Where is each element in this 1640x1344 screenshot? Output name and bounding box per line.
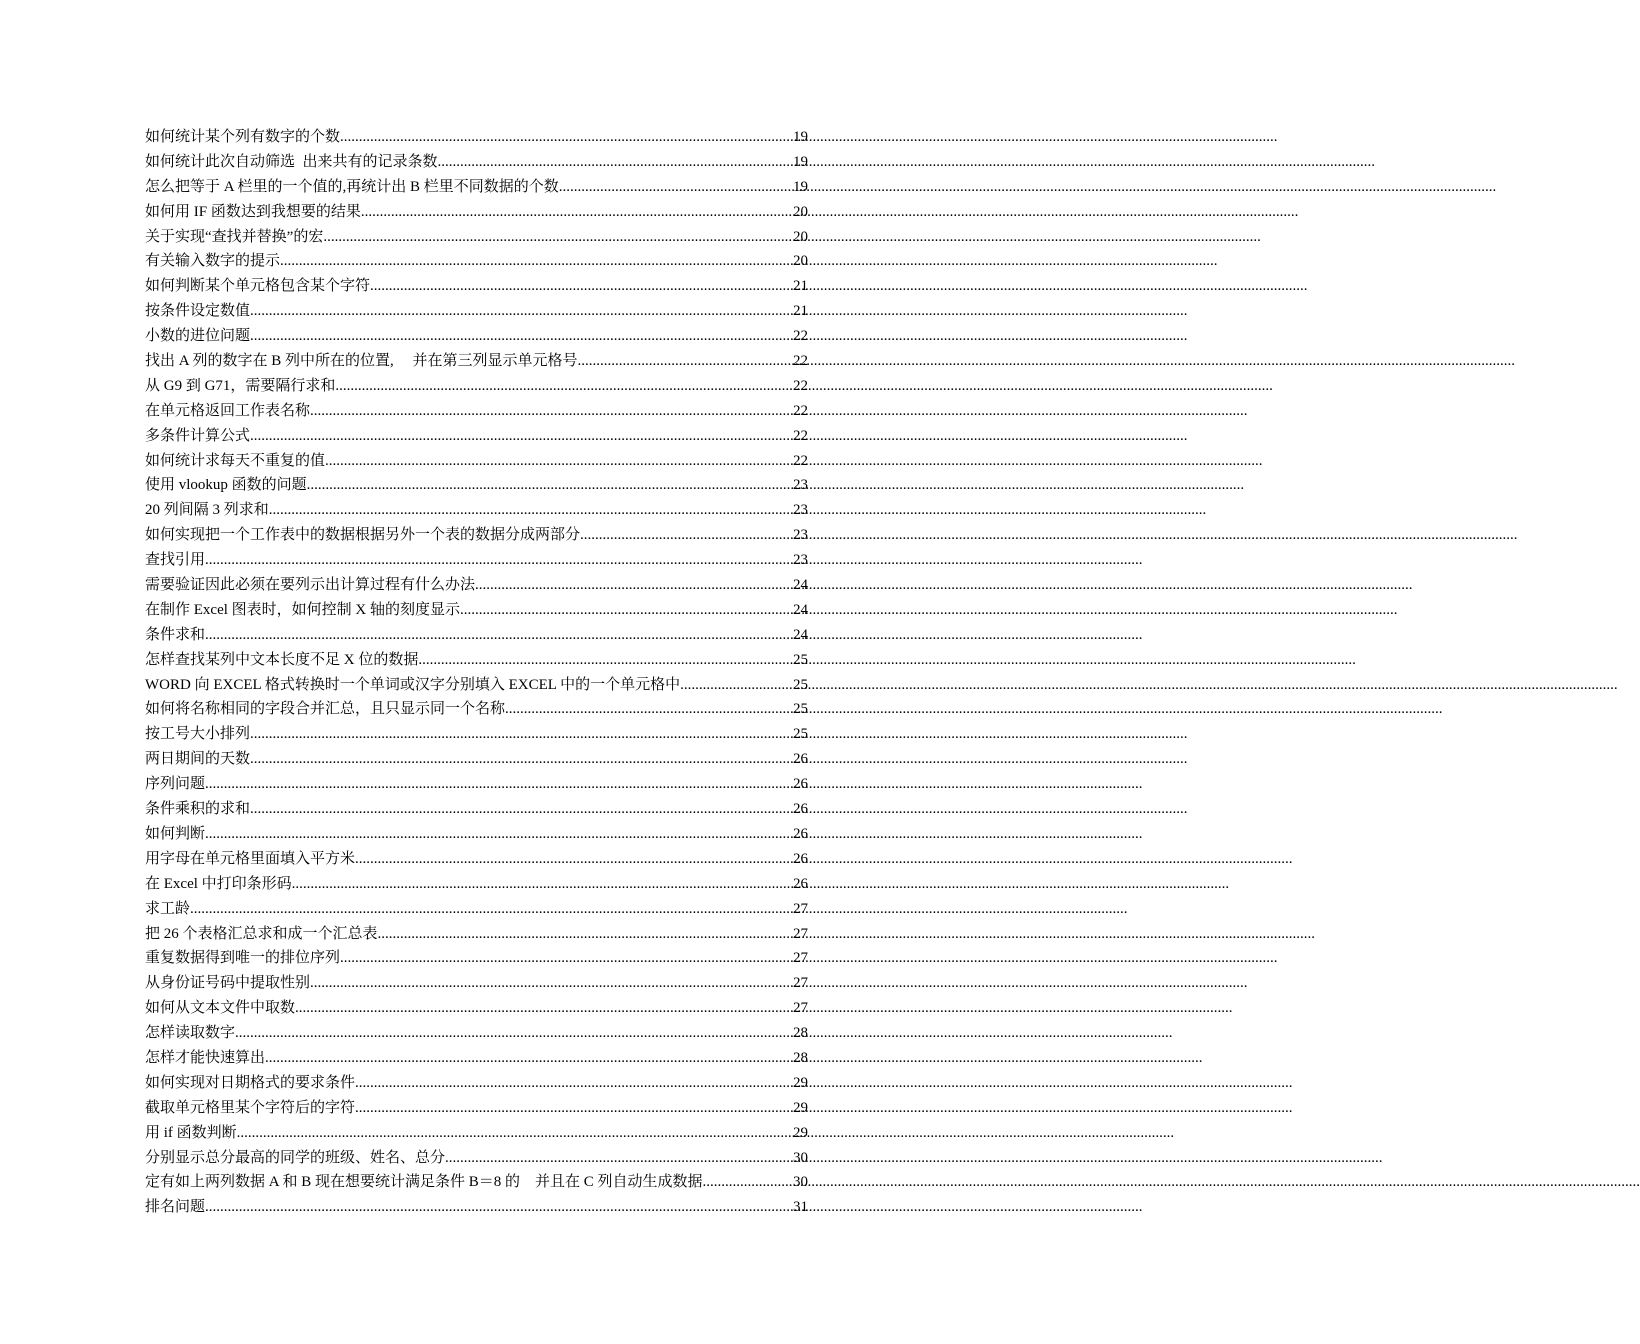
toc-dot-leader <box>323 225 793 250</box>
toc-entry-title: 截取单元格里某个字符后的字符 <box>145 1099 356 1116</box>
toc-dot-leader <box>250 722 793 747</box>
toc-entry[interactable] <box>145 1046 808 1071</box>
toc-entry[interactable] <box>145 598 808 623</box>
toc-dot-leader <box>250 299 793 324</box>
toc-entry[interactable] <box>145 822 808 847</box>
toc-dot-leader <box>237 1121 793 1146</box>
toc-entry-title: 小数的进位问题 <box>145 328 251 345</box>
toc-dot-leader <box>475 573 793 598</box>
toc-entry-page-number: 21 <box>793 278 808 295</box>
toc-entry-page-number: 23 <box>793 477 808 494</box>
toc-dot-leader <box>325 449 793 474</box>
toc-dot-leader <box>235 1021 793 1046</box>
toc-entry-page-number: 24 <box>793 626 808 643</box>
toc-entry-title: 如何统计此次自动筛选 出来共有的记录条数 <box>145 153 438 170</box>
toc-entry-title: 从 G9 到 G71，需要隔行求和 <box>145 377 336 394</box>
toc-entry[interactable] <box>145 747 808 772</box>
toc-entry-page-number: 20 <box>793 203 808 220</box>
toc-dot-leader <box>250 324 793 349</box>
toc-entry-page-number: 29 <box>793 1074 808 1091</box>
toc-entry-title: 条件乘积的求和 <box>145 801 251 818</box>
toc-entry[interactable] <box>145 573 808 598</box>
toc-entry-title: 按工号大小排列 <box>145 726 251 743</box>
toc-entry[interactable] <box>145 349 808 374</box>
toc-entry-title: 序列问题 <box>145 776 206 793</box>
toc-entry-page-number: 27 <box>793 1000 808 1017</box>
toc-entry-title: 重复数据得到唯一的排位序列 <box>145 950 341 967</box>
toc-entry-title: 排名问题 <box>145 1199 206 1216</box>
toc-entry[interactable] <box>145 424 808 449</box>
toc-entry[interactable] <box>145 872 808 897</box>
toc-entry[interactable] <box>145 971 808 996</box>
toc-entry-title: 在制作 Excel 图表时，如何控制 X 轴的刻度显示 <box>145 601 460 618</box>
toc-dot-leader <box>250 747 793 772</box>
toc-entry-title: 关于实现“查找并替换”的宏 <box>145 228 324 245</box>
toc-dot-leader <box>580 523 793 548</box>
toc-entry-title: 有关输入数字的提示 <box>145 253 281 270</box>
toc-entry[interactable] <box>145 150 808 175</box>
toc-entry-title: 把 26 个表格汇总求和成一个汇总表 <box>145 925 378 942</box>
toc-dot-leader <box>250 797 793 822</box>
toc-dot-leader <box>703 1170 793 1195</box>
toc-entry-title: 用字母在单元格里面填入平方米 <box>145 850 356 867</box>
toc-entry-title: 如何将名称相同的字段合并汇总，且只显示同一个名称 <box>145 701 506 718</box>
toc-dot-leader <box>310 399 793 424</box>
toc-entry-page-number: 29 <box>793 1124 808 1141</box>
toc-entry[interactable] <box>145 697 808 722</box>
toc-entry-page-number: 28 <box>793 1049 808 1066</box>
toc-entry-page-number: 26 <box>793 875 808 892</box>
toc-entry-title: 多条件计算公式 <box>145 427 251 444</box>
toc-dot-leader <box>190 897 793 922</box>
toc-dot-leader <box>205 623 793 648</box>
toc-entry-page-number: 25 <box>793 676 808 693</box>
toc-entry-page-number: 22 <box>793 353 808 370</box>
toc-entry[interactable] <box>145 324 808 349</box>
toc-entry-page-number: 30 <box>793 1174 808 1191</box>
toc-dot-leader <box>438 150 793 175</box>
toc-dot-leader <box>205 1195 793 1220</box>
toc-dot-leader <box>445 1146 793 1171</box>
toc-entry[interactable] <box>145 1096 808 1121</box>
toc-entry[interactable] <box>145 399 808 424</box>
toc-entry-page-number: 26 <box>793 751 808 768</box>
toc-dot-leader <box>295 996 793 1021</box>
toc-dot-leader <box>355 1096 793 1121</box>
toc-entry[interactable] <box>145 1121 808 1146</box>
toc-entry-page-number: 22 <box>793 452 808 469</box>
toc-entry-page-number: 26 <box>793 850 808 867</box>
toc-entry-title: 分别显示总分最高的同学的班级、姓名、总分 <box>145 1149 446 1166</box>
toc-entry-title: 如何判断 <box>145 825 206 842</box>
toc-entry-title: 怎么把等于 A 栏里的一个值的,再统计出 B 栏里不同数据的个数 <box>145 178 559 195</box>
toc-entry-page-number: 27 <box>793 925 808 942</box>
toc-entry-title: 如何从文本文件中取数 <box>145 1000 296 1017</box>
table-of-contents <box>145 125 808 1220</box>
toc-dot-leader <box>250 424 793 449</box>
toc-entry[interactable] <box>145 1146 808 1171</box>
toc-entry-page-number: 27 <box>793 950 808 967</box>
toc-entry[interactable] <box>145 249 808 274</box>
toc-entry-page-number: 19 <box>793 129 808 145</box>
toc-dot-leader <box>205 772 793 797</box>
toc-dot-leader <box>335 374 793 399</box>
toc-dot-leader <box>265 1046 793 1071</box>
toc-dot-leader <box>340 125 793 150</box>
toc-dot-leader <box>505 697 793 722</box>
toc-entry-page-number: 24 <box>793 577 808 594</box>
toc-entry-title: 从身份证号码中提取性别 <box>145 975 311 992</box>
toc-entry-page-number: 22 <box>793 328 808 345</box>
toc-dot-leader <box>205 548 793 573</box>
toc-entry-title: 定有如上两列数据 A 和 B 现在想要统计满足条件 B＝8 的 并且在 C 列自动生成数据 <box>145 1174 703 1191</box>
toc-entry[interactable] <box>145 449 808 474</box>
toc-entry-title: 用 if 函数判断 <box>145 1124 237 1141</box>
toc-entry[interactable] <box>145 498 808 523</box>
toc-entry-page-number: 27 <box>793 975 808 992</box>
toc-dot-leader <box>559 175 793 200</box>
toc-entry-title: 求工龄 <box>145 900 191 917</box>
toc-entry[interactable] <box>145 648 808 673</box>
toc-entry[interactable] <box>145 473 808 498</box>
toc-entry-title: 如何实现把一个工作表中的数据根据另外一个表的数据分成两部分 <box>145 527 581 544</box>
toc-entry-page-number: 19 <box>793 178 808 195</box>
toc-entry[interactable] <box>145 946 808 971</box>
toc-entry-title: 查找引用 <box>145 552 206 569</box>
toc-entry[interactable] <box>145 125 808 150</box>
toc-dot-leader <box>307 473 793 498</box>
toc-entry[interactable] <box>145 897 808 922</box>
toc-entry[interactable] <box>145 673 808 698</box>
toc-entry-title: 在 Excel 中打印条形码 <box>145 875 292 892</box>
toc-entry[interactable] <box>145 996 808 1021</box>
toc-entry[interactable] <box>145 299 808 324</box>
toc-entry-title: 如何判断某个单元格包含某个字符 <box>145 278 371 295</box>
toc-entry-title: 如何统计求每天不重复的值 <box>145 452 326 469</box>
toc-entry[interactable] <box>145 1195 808 1220</box>
toc-entry[interactable] <box>145 200 808 225</box>
toc-entry[interactable] <box>145 523 808 548</box>
toc-entry-title: 需要验证因此必须在要列示出计算过程有什么办法 <box>145 577 476 594</box>
toc-entry-title: 怎样读取数字 <box>145 1025 236 1042</box>
toc-entry-title: 使用 vlookup 函数的问题 <box>145 477 307 494</box>
toc-entry[interactable] <box>145 374 808 399</box>
toc-entry-title: 20 列间隔 3 列求和 <box>145 502 269 519</box>
toc-entry-page-number: 28 <box>793 1025 808 1042</box>
toc-dot-leader <box>292 872 793 897</box>
toc-entry[interactable] <box>145 797 808 822</box>
toc-entry-page-number: 25 <box>793 701 808 718</box>
toc-dot-leader <box>370 274 793 299</box>
toc-dot-leader <box>355 847 793 872</box>
toc-dot-leader <box>280 249 793 274</box>
toc-entry[interactable] <box>145 274 808 299</box>
toc-dot-leader <box>460 598 793 623</box>
toc-entry[interactable] <box>145 1021 808 1046</box>
toc-dot-leader <box>361 200 793 225</box>
toc-entry-page-number: 29 <box>793 1099 808 1116</box>
toc-entry-page-number: 23 <box>793 552 808 569</box>
toc-entry-page-number: 26 <box>793 825 808 842</box>
toc-entry-page-number: 21 <box>793 303 808 320</box>
toc-dot-leader <box>355 1071 793 1096</box>
toc-entry-page-number: 24 <box>793 601 808 618</box>
toc-entry[interactable] <box>145 847 808 872</box>
toc-entry-title: 如何实现对日期格式的要求条件 <box>145 1074 356 1091</box>
toc-entry-page-number: 22 <box>793 402 808 419</box>
toc-entry-page-number: 25 <box>793 726 808 743</box>
toc-entry-page-number: 23 <box>793 527 808 544</box>
toc-dot-leader <box>340 946 793 971</box>
toc-entry-page-number: 20 <box>793 253 808 270</box>
toc-dot-leader <box>269 498 793 523</box>
toc-entry-title: 如何用 IF 函数达到我想要的结果 <box>145 203 361 220</box>
toc-dot-leader <box>418 648 793 673</box>
toc-entry-page-number: 22 <box>793 427 808 444</box>
toc-entry-title: 两日期间的天数 <box>145 751 251 768</box>
toc-dot-leader <box>378 922 793 947</box>
toc-entry-title: 怎样才能快速算出 <box>145 1049 266 1066</box>
toc-entry-title: 在单元格返回工作表名称 <box>145 402 311 419</box>
toc-entry-page-number: 26 <box>793 776 808 793</box>
toc-entry-page-number: 26 <box>793 801 808 818</box>
toc-entry[interactable] <box>145 772 808 797</box>
toc-dot-leader <box>578 349 793 374</box>
toc-entry[interactable] <box>145 1071 808 1096</box>
toc-dot-leader <box>310 971 793 996</box>
toc-entry-page-number: 23 <box>793 502 808 519</box>
toc-entry-title: 按条件设定数值 <box>145 303 251 320</box>
toc-entry[interactable] <box>145 1170 808 1195</box>
toc-entry[interactable] <box>145 175 808 200</box>
toc-entry[interactable] <box>145 722 808 747</box>
toc-entry-title: 找出 A 列的数字在 B 列中所在的位置, 并在第三列显示单元格号 <box>145 353 578 370</box>
toc-entry-title: 如何统计某个列有数字的个数 <box>145 129 341 145</box>
toc-dot-leader <box>205 822 793 847</box>
toc-entry-title: 条件求和 <box>145 626 206 643</box>
toc-entry[interactable] <box>145 623 808 648</box>
toc-entry-page-number: 19 <box>793 153 808 170</box>
toc-entry[interactable] <box>145 548 808 573</box>
toc-entry[interactable] <box>145 922 808 947</box>
toc-entry-page-number: 20 <box>793 228 808 245</box>
toc-entry-page-number: 25 <box>793 651 808 668</box>
toc-entry-page-number: 22 <box>793 377 808 394</box>
toc-dot-leader <box>680 673 793 698</box>
toc-entry-page-number: 27 <box>793 900 808 917</box>
toc-entry-title: WORD 向 EXCEL 格式转换时一个单词或汉字分别填入 EXCEL 中的一个单元格中 <box>145 676 681 693</box>
toc-entry[interactable] <box>145 225 808 250</box>
toc-entry-title: 怎样查找某列中文本长度不足 X 位的数据 <box>145 651 419 668</box>
toc-entry-page-number: 31 <box>793 1199 808 1216</box>
toc-entry-page-number: 30 <box>793 1149 808 1166</box>
